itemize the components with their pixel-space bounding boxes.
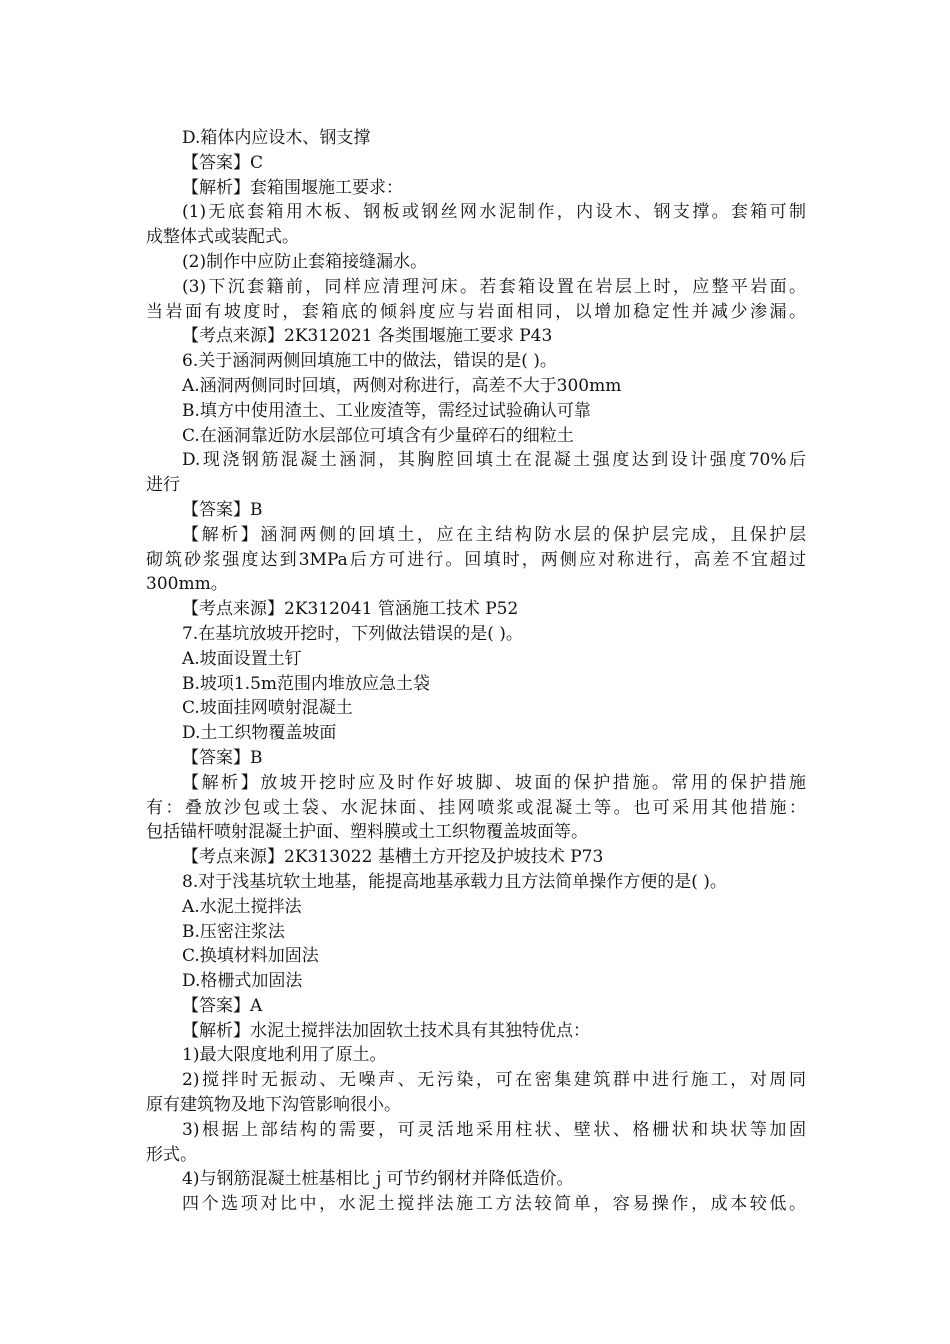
text-line: 【考点来源】2K312021 各类围堰施工要求 P43 xyxy=(182,326,553,347)
text-line: 【解析】放坡开挖时应及时作好坡脚、坡面的保护措施。常用的保护措施 xyxy=(182,772,806,793)
text-line: (3)下沉套籍前，同样应清理河床。若套箱设置在岩层上时，应整平岩面。 xyxy=(182,276,806,297)
text-line: D.格栅式加固法 xyxy=(182,971,303,992)
text-line: 8.对于浅基坑软土地基，能提高地基承载力且方法简单操作方便的是( )。 xyxy=(182,871,727,892)
text-line: (1)无底套箱用木板、钢板或钢丝网水泥制作，内设木、钢支撑。套箱可制 xyxy=(182,202,806,223)
text-line: 进行 xyxy=(146,475,180,496)
text-line: 【解析】水泥土搅拌法加固软土技术具有其独特优点： xyxy=(182,1020,590,1041)
text-line: B.压密注浆法 xyxy=(182,921,285,942)
text-line: 【解析】涵洞两侧的回填土，应在主结构防水层的保护层完成，且保护层 xyxy=(182,524,806,545)
text-line: 原有建筑物及地下沟管影响很小。 xyxy=(146,1095,401,1116)
text-line: 3)根据上部结构的需要，可灵活地采用柱状、壁状、格栅状和块状等加固 xyxy=(182,1119,806,1140)
text-line: 【考点来源】2K313022 基槽土方开挖及护坡技术 P73 xyxy=(182,847,604,868)
text-line: 砌筑砂浆强度达到3MPa后方可进行。回填时，两侧应对称进行，高差不宜超过 xyxy=(146,549,806,570)
text-line: (2)制作中应防止套箱接缝漏水。 xyxy=(182,251,428,272)
document-body xyxy=(146,126,806,1217)
text-line: 形式。 xyxy=(146,1144,197,1165)
text-line: B.坡项1.5m范围内堆放应急土袋 xyxy=(182,673,431,694)
text-line: D.现浇钢筋混凝土涵洞，其胸腔回填土在混凝土强度达到设计强度70%后 xyxy=(182,450,806,471)
text-line: 1)最大限度地利用了原土。 xyxy=(182,1045,387,1066)
text-line: 【答案】A xyxy=(182,995,263,1016)
text-line: 【答案】C xyxy=(182,152,264,173)
text-line: 有：叠放沙包或土袋、水泥抹面、挂网喷浆或混凝土等。也可采用其他措施： xyxy=(146,797,806,818)
text-line: 2)搅拌时无振动、无噪声、无污染，可在密集建筑群中进行施工，对周同 xyxy=(182,1070,806,1091)
text-line: C.换填材料加固法 xyxy=(182,946,319,967)
text-line: 【答案】B xyxy=(182,747,263,768)
text-line: D.箱体内应设木、钢支撑 xyxy=(182,128,371,148)
text-line: 300mm。 xyxy=(146,574,228,595)
text-line: 6.关于涵洞两侧回填施工中的做法，错误的是( )。 xyxy=(182,351,557,372)
text-line: 【答案】B xyxy=(182,499,263,520)
text-line: A.坡面设置土钉 xyxy=(182,648,302,669)
text-line: 4)与钢筋混凝土桩基相比ｊ可节约钢材并降低造价。 xyxy=(182,1169,574,1190)
text-line: 包括锚杆喷射混凝土护面、塑料膜或土工织物覆盖坡面等。 xyxy=(146,822,588,843)
text-line: 7.在基坑放坡开挖时，下列做法错误的是( )。 xyxy=(182,623,523,644)
text-line: 成整体式或装配式。 xyxy=(146,227,299,248)
text-line: C.坡面挂网喷射混凝土 xyxy=(182,698,353,719)
text-line: 【考点来源】2K312041 管涵施工技术 P52 xyxy=(182,599,519,620)
text-line: 【解析】套箱围堰施工要求： xyxy=(182,177,403,198)
text-line: A.水泥土搅拌法 xyxy=(182,896,302,917)
text-line: A.涵洞两侧同时回填，两侧对称进行，高差不大于300mm xyxy=(182,375,622,396)
text-line: B.填方中使用渣土、工业废渣等，需经过试验确认可靠 xyxy=(182,400,591,421)
text-line: C.在涵洞靠近防水层部位可填含有少量碎石的细粒土 xyxy=(182,425,574,446)
text-line: 四个选项对比中，水泥土搅拌法施工方法较简单，容易操作，成本较低。 xyxy=(182,1194,806,1215)
text-line: D.土工织物覆盖坡面 xyxy=(182,723,337,744)
text-line: 当岩面有坡度时，套箱底的倾斜度应与岩面相同，以增加稳定性并减少渗漏。 xyxy=(146,301,806,322)
